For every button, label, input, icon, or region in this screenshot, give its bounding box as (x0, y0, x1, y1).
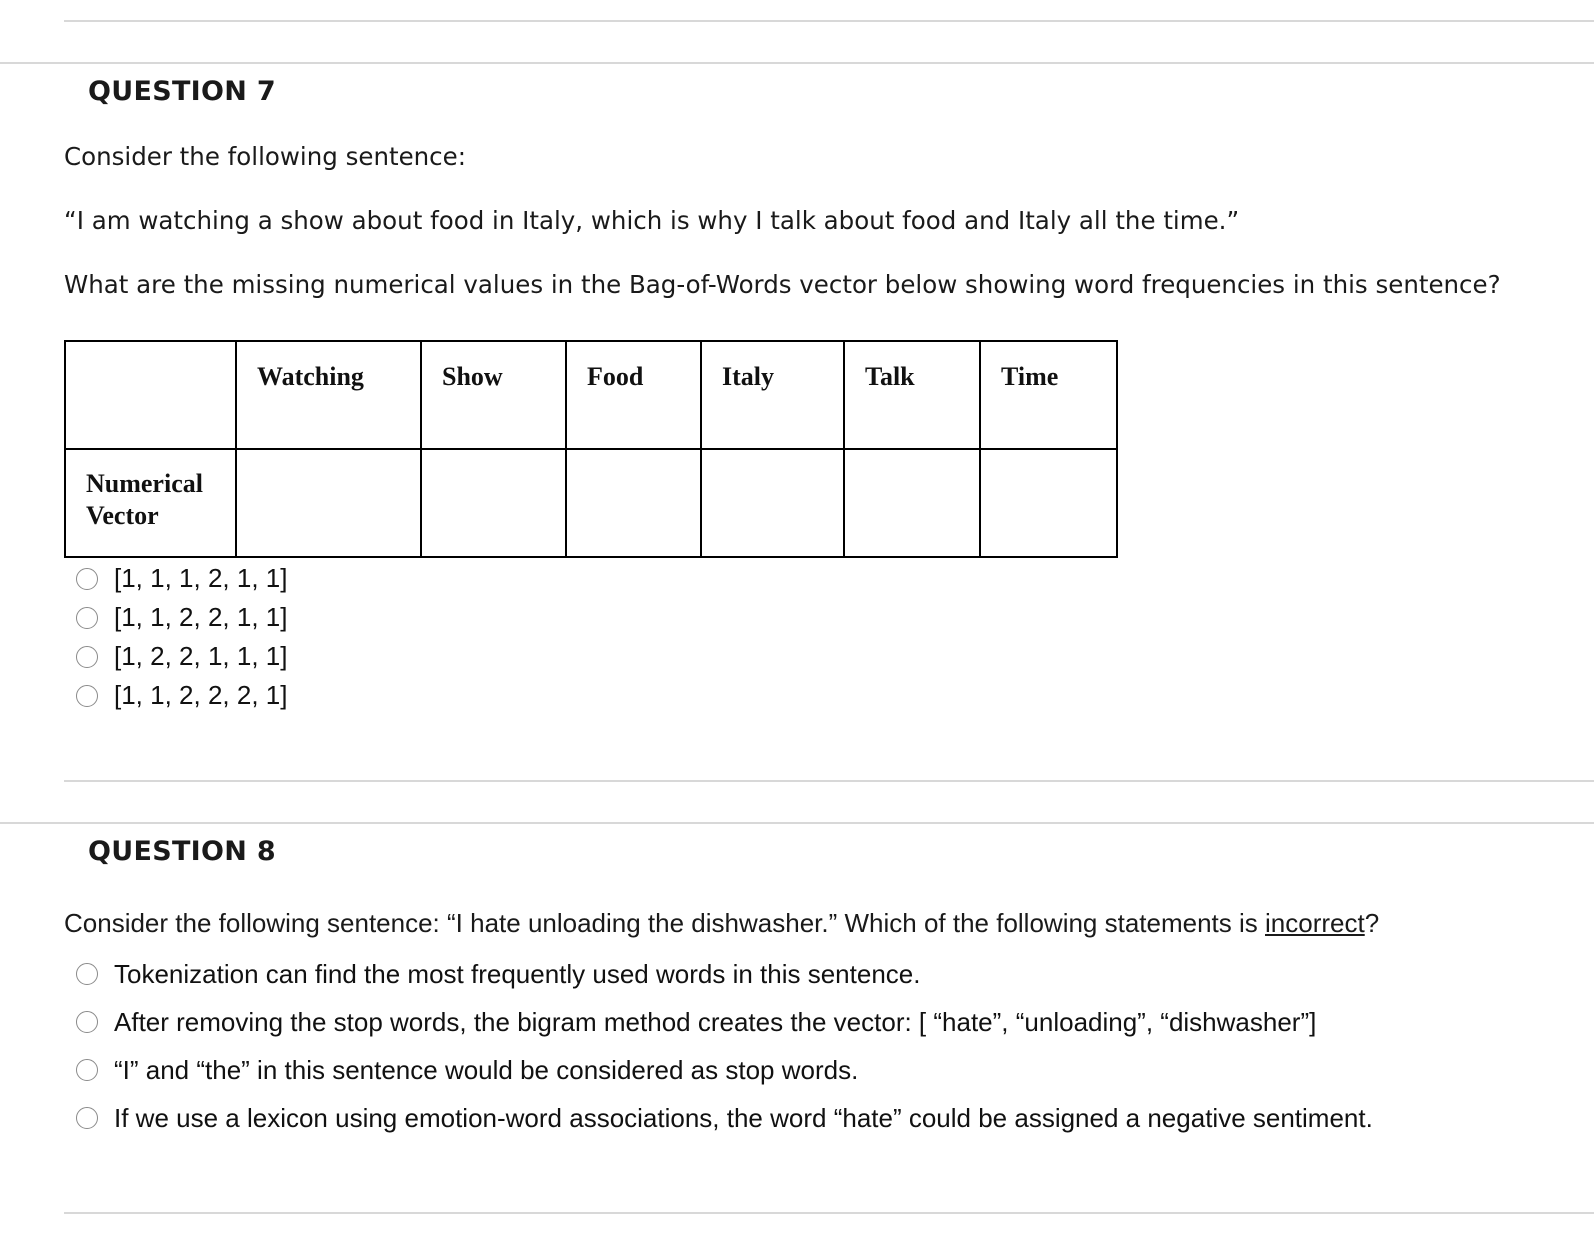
question-7-option-1[interactable] (76, 559, 287, 598)
option-label: Tokenization can find the most frequently used words in this sentence. (114, 958, 921, 989)
table-cell-time-value (980, 449, 1117, 557)
option-label: [1, 1, 1, 2, 1, 1] (114, 563, 288, 593)
radio-button[interactable] (76, 568, 98, 590)
radio-button[interactable] (76, 963, 98, 985)
row-label-line-1: Numerical (86, 469, 203, 498)
table-header-show: Show (421, 341, 566, 449)
radio-button[interactable] (76, 607, 98, 629)
option-label: After removing the stop words, the bigram method creates the vector: [ “hate”, “unloading”, “dishwasher”] (114, 1006, 1317, 1037)
question-8-title: QUESTION 8 (88, 836, 276, 867)
separator-bottom (64, 1212, 1594, 1214)
question-7-option-4[interactable] (76, 676, 287, 715)
table-cell-talk-value (844, 449, 980, 557)
table-cell-italy-value (701, 449, 844, 557)
table-vector-row (65, 449, 1117, 557)
table-cell-food-value (566, 449, 701, 557)
question-7-intro: Consider the following sentence: (64, 142, 466, 171)
separator-top (64, 20, 1594, 22)
radio-button[interactable] (76, 1011, 98, 1033)
radio-button[interactable] (76, 685, 98, 707)
question-7-option-2[interactable] (76, 598, 287, 637)
question-8-options (76, 950, 1373, 1142)
question-8-option-1[interactable] (76, 950, 1373, 998)
question-8-top-border (0, 822, 1594, 824)
option-label: [1, 1, 2, 2, 2, 1] (114, 680, 288, 710)
option-label: [1, 1, 2, 2, 1, 1] (114, 602, 288, 632)
table-header-watching: Watching (236, 341, 421, 449)
table-cell-show-value (421, 449, 566, 557)
question-7-option-3[interactable] (76, 637, 287, 676)
table-header-time: Time (980, 341, 1117, 449)
row-label-line-2: Vector (86, 501, 159, 530)
question-8-option-3[interactable] (76, 1046, 1373, 1094)
table-header-talk: Talk (844, 341, 980, 449)
question-7-prompt: What are the missing numerical values in the Bag-of-Words vector below showing word frequencies in this sentence? (64, 270, 1501, 299)
option-label: “I” and “the” in this sentence would be considered as stop words. (114, 1054, 859, 1085)
question-7-top-border (0, 62, 1594, 64)
table-row-label (65, 449, 236, 557)
bag-of-words-table (64, 340, 1118, 558)
question-7-title: QUESTION 7 (88, 76, 276, 107)
radio-button[interactable] (76, 646, 98, 668)
question-8-prompt: Consider the following sentence: “I hate unloading the dishwasher.” Which of the following statements is incorrect? (64, 908, 1380, 938)
radio-button[interactable] (76, 1059, 98, 1081)
option-label: [1, 2, 2, 1, 1, 1] (114, 641, 288, 671)
question-8-option-4[interactable] (76, 1094, 1373, 1142)
question-8-option-2[interactable] (76, 998, 1373, 1046)
table-header-italy: Italy (701, 341, 844, 449)
table-header-row (65, 341, 1117, 449)
option-label: If we use a lexicon using emotion-word associations, the word “hate” could be assigned a negative sentiment. (114, 1102, 1373, 1133)
question-7-sentence: “I am watching a show about food in Italy, which is why I talk about food and Italy all the time.” (64, 206, 1240, 235)
table-header-empty-cell (65, 341, 236, 449)
table-header-food: Food (566, 341, 701, 449)
radio-button[interactable] (76, 1107, 98, 1129)
question-7-options (76, 559, 287, 715)
separator-middle (64, 780, 1594, 782)
table-cell-watching-value (236, 449, 421, 557)
underlined-word: incorrect (1265, 908, 1365, 938)
